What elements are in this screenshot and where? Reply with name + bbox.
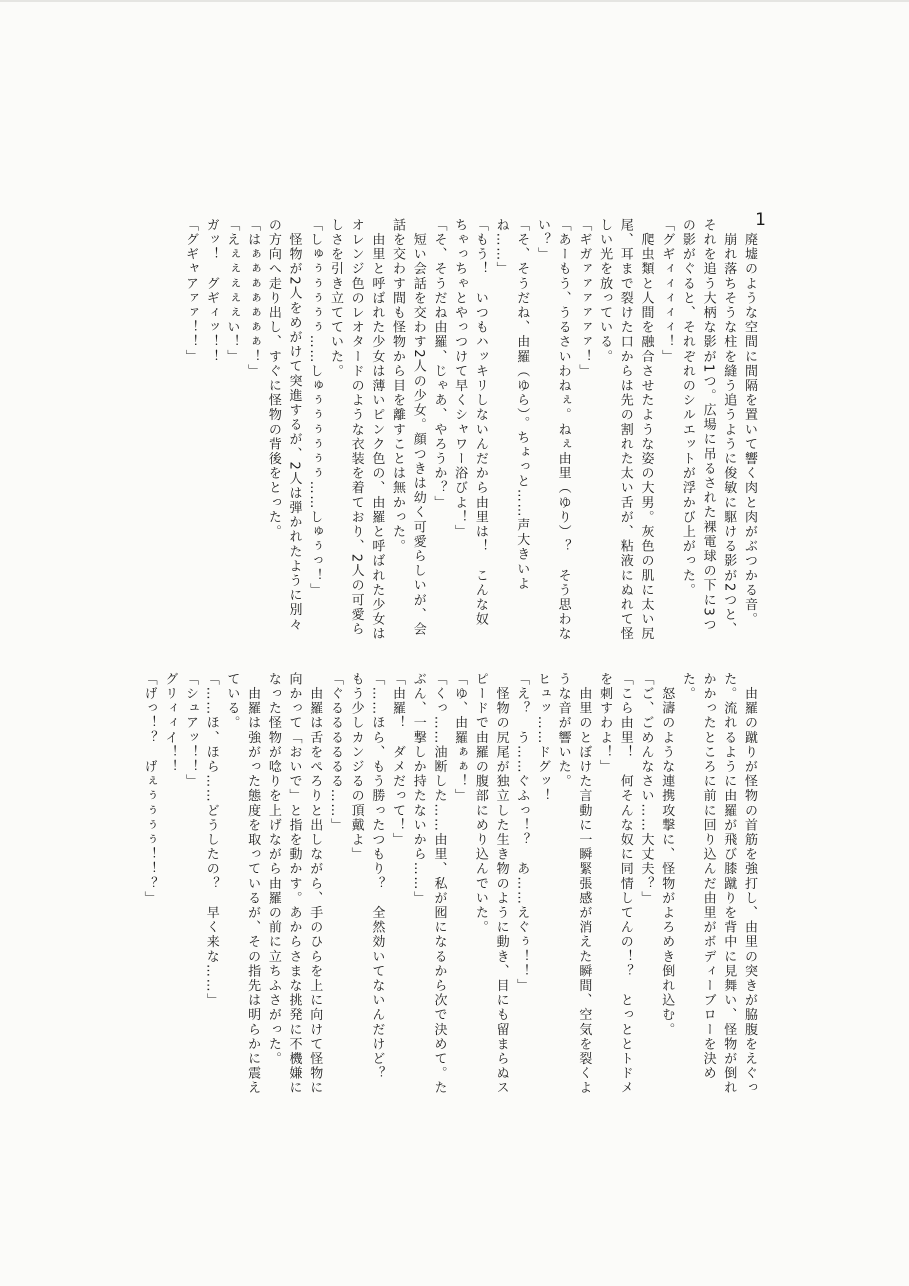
text-line: 怪物が2人をめがけて突進するが、2人は弾かれたように別々 [286, 218, 302, 632]
text-line: しさを引き立てていた。 [327, 218, 343, 379]
text-line: 由羅は強がった態度を取っているが、その指先は明らかに震え [245, 672, 261, 1096]
top-text-block [179, 218, 759, 642]
text-line: 「ご、ごめんなさい……大丈夫？」 [638, 672, 654, 906]
text-line: た。 [679, 672, 695, 702]
text-line: 由羅は舌をぺろりと出しながら、手のひらを上に向けて怪物に [307, 672, 323, 1096]
text-line: 「げっ！？ げぇぅぅぅぅ！！？」 [141, 672, 157, 906]
text-line: しい光を放っている。 [597, 218, 613, 364]
text-line: 「グギャアァァ！！」 [183, 218, 199, 364]
text-line: 爬虫類と人間を融合させたような姿の大男。灰色の肌に太い尻 [638, 218, 654, 642]
text-line: 「そ、そうだね由羅、じゃあ、やろうか？」 [431, 218, 447, 510]
text-line: 「こら由里！ 何そんな奴に同情してんの！？ とっととトドメ [617, 672, 633, 1096]
text-line: 崩れ落ちそうな柱を縫う追うように俊敏に駆ける影が2つと、 [721, 218, 737, 637]
text-line: ている。 [224, 672, 240, 731]
text-line: ぶん、一撃しか持たないから……」 [410, 672, 426, 906]
text-line: の方向へ走り出し、すぐに怪物の背後をとった。 [265, 218, 281, 540]
text-line: 短い会話を交わす2人の少女。顔つきは幼く可愛らしいが、会 [410, 218, 426, 637]
text-line: ガッ！ グギィッ！！ [203, 218, 219, 364]
text-line: もう少しカンジるの頂戴よ」 [348, 672, 364, 862]
text-line: 「はぁぁぁぁぁぁぁ！」 [245, 218, 261, 379]
text-line: 「……ほら、もう勝ったつもり？ 全然効いてないんだけど？ [369, 672, 385, 1081]
text-line: 「くっ……油断した……由里、私が囮になるから次で決めて。た [431, 672, 447, 1096]
text-line: かかったところに前に回り込んだ由里がボディーブローを決め [700, 672, 716, 1081]
page-top-edge [0, 0, 909, 2]
text-line: た。流れるように由羅が飛び膝蹴りを背中に見舞い、怪物が倒れ [721, 672, 737, 1096]
text-line: 怒濤のような連携攻撃に、怪物がよろめき倒れ込む。 [659, 672, 675, 1037]
text-line: 「あーもう、うるさいわねぇ。ねぇ由里（ゆり）？ そう思わな [555, 218, 571, 642]
text-line: ヒュッ……ドグッ！ [534, 672, 550, 804]
text-line: それを追う大柄な影が1つ。広場に吊るされた裸電球の下に3つ [700, 218, 716, 632]
text-line: 「……ほ、ほら……どうしたの？ 早く来な……」 [203, 672, 219, 1008]
text-line: 尾、耳まで裂けた口からは先の割れた太い舌が、粘液にぬれて怪 [617, 218, 633, 642]
text-line: 「グギィィィィィ！」 [659, 218, 675, 364]
page-number: 1 [755, 210, 766, 230]
text-line: 廃墟のような空間に間隔を置いて響く肉と肉がぶつかる音。 [742, 218, 757, 627]
text-line: 怪物の尻尾が独立した生き物のように動き、目にも留まらぬス [493, 672, 509, 1096]
text-line: 「シュアッ！！」 [183, 672, 199, 789]
text-line: うな音が響いた。 [555, 672, 571, 789]
text-line: ピードで由羅の腹部にめり込んでいた。 [472, 672, 488, 935]
text-line: ね……」 [493, 218, 509, 277]
text-line: 由里と呼ばれた少女は薄いピンク色の、由羅と呼ばれた少女は [369, 218, 385, 642]
text-line: 「ぐるるるるるる……」 [327, 672, 343, 833]
text-line: 「由羅！ ダメだって！」 [390, 672, 406, 848]
text-line: 由里のとぼけた言動に一瞬緊張感が消えた瞬間、空気を裂くよ [576, 672, 592, 1096]
text-line: グリィィイ！！ [162, 672, 178, 775]
text-line: い？」 [534, 218, 550, 262]
text-line: 「しゅぅぅぅぅぅ……しゅぅぅぅぅぅぅ……しゅぅっ！」 [307, 218, 323, 598]
text-line: 話を交わす間も怪物から目を離すことは無かった。 [390, 218, 406, 554]
text-line: 「えぇぇぇぇぇい！」 [224, 218, 240, 364]
text-line: 「そ、そうだね、由羅（ゆら）。ちょっと……声大きいよ [514, 218, 530, 592]
text-line: 「ギガァァァァァァ！」 [576, 218, 592, 379]
bottom-text-block [138, 672, 759, 1102]
text-line: 向かって「おいで」と指を動かす。あからさまな挑発に不機嫌に [286, 672, 302, 1096]
text-line: なった怪物が唸りを上げながら由羅の前に立ちふさがった。 [265, 672, 281, 1067]
text-line: の影がぐると、それぞれのシルエットが浮かび上がった。 [679, 218, 695, 598]
text-line: を刺すわよ！」 [597, 672, 613, 775]
text-line: オレンジ色のレオタードのような衣装を着ており、2人の可愛ら [348, 218, 364, 637]
text-line: 「もう！ いつもハッキリしないんだから由里は！ こんな奴 [472, 218, 488, 627]
text-line: 由羅の蹴りが怪物の首筋を強打し、由里の突きが脇腹をえぐっ [742, 672, 757, 1096]
text-line: 「え？ う……ぐふっ！？ あ……えぐぅ！！」 [514, 672, 530, 994]
text-line: 「ゆ、由羅ぁぁ！」 [452, 672, 468, 804]
text-line: ちゃっちゃとやっつけて早くシャワー浴びよ！」 [452, 218, 468, 540]
